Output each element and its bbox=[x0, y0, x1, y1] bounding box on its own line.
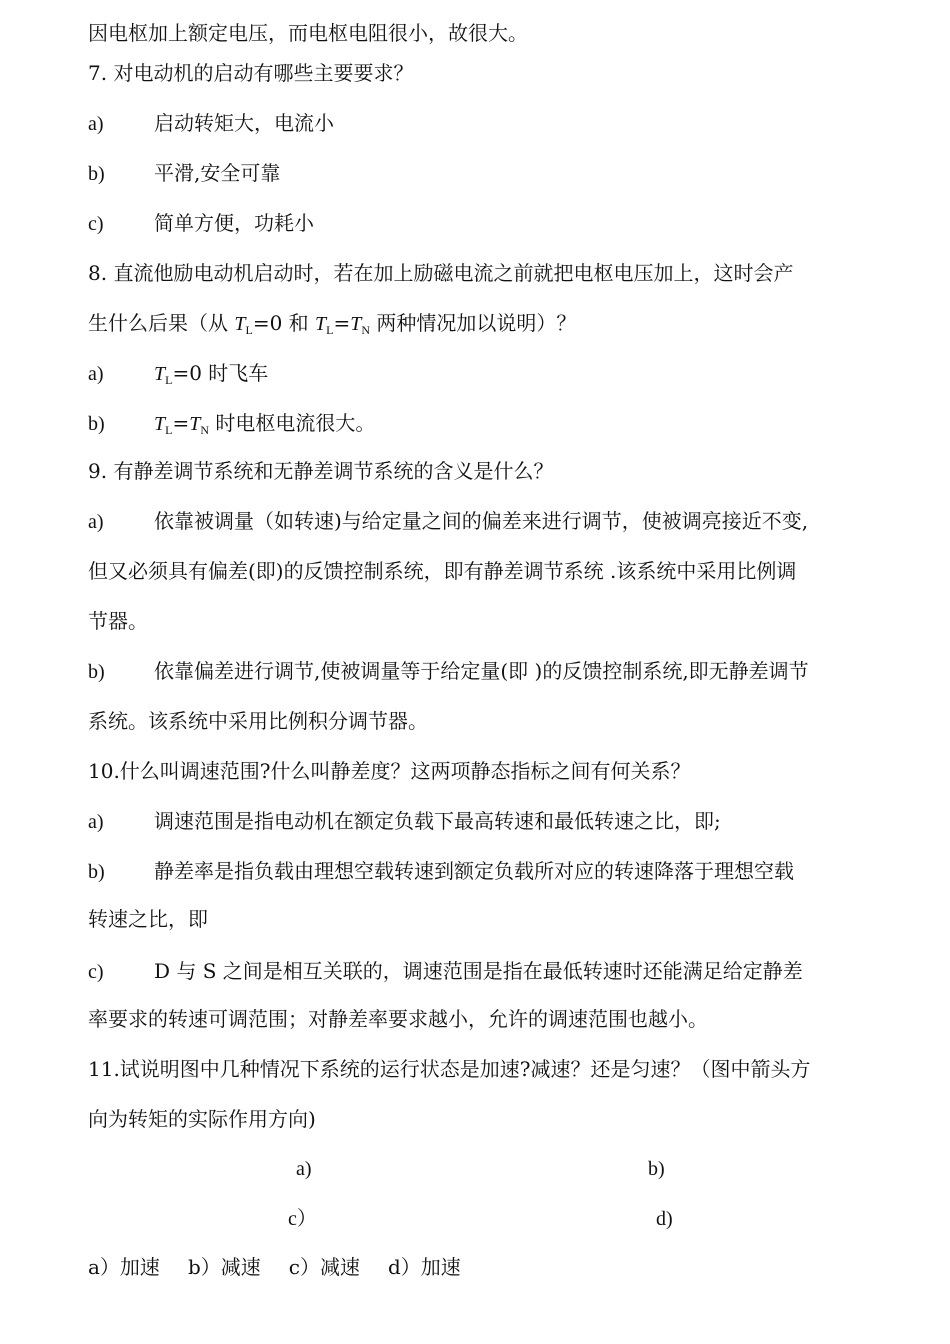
question-8-line-1 bbox=[88, 258, 880, 288]
question-11-line-2 bbox=[88, 1104, 880, 1134]
question-7 bbox=[88, 58, 880, 88]
item-text: 率要求的转速可调范围；对静差率要求越小，允许的调速范围也越小。 bbox=[88, 1007, 708, 1031]
item-text: 但又必须具有偏差(即)的反馈控制系统，即有静差调节系统 .该系统中采用比例调 bbox=[88, 559, 797, 583]
item-text: 平滑,安全可靠 bbox=[154, 161, 281, 185]
subscript: L bbox=[165, 423, 173, 437]
answer-8b bbox=[88, 408, 880, 438]
answer-10b-line-2 bbox=[88, 904, 880, 934]
subscript: L bbox=[165, 373, 173, 387]
torque-symbol: T bbox=[234, 313, 246, 335]
text: = bbox=[333, 311, 351, 335]
item-label: a) bbox=[88, 363, 104, 385]
question-text: 向为转矩的实际作用方向) bbox=[88, 1107, 316, 1131]
paragraph-line bbox=[88, 18, 880, 48]
item-text: 依靠偏差进行调节,使被调量等于给定量(即 )的反馈控制系统,即无静差调节 bbox=[154, 659, 809, 683]
answer-9b-line-1 bbox=[88, 656, 880, 686]
figure-label-d: d) bbox=[656, 1208, 673, 1230]
figure-label-c: c） bbox=[288, 1208, 317, 1230]
answer-8a bbox=[88, 358, 880, 388]
subscript: N bbox=[361, 323, 371, 337]
answer-7c bbox=[88, 208, 880, 238]
item-text: 时电枢电流很大。 bbox=[209, 411, 376, 435]
question-11-line-1 bbox=[88, 1054, 880, 1084]
answer-a: a）加速 bbox=[88, 1255, 160, 1279]
answers-row bbox=[88, 1252, 489, 1282]
question-8-line-2 bbox=[88, 308, 880, 338]
question-text: 8. 直流他励电动机启动时，若在加上励磁电流之前就把电枢电压加上，这时会产 bbox=[88, 261, 794, 285]
text: 两种情况加以说明）？ bbox=[370, 311, 577, 335]
question-9 bbox=[88, 456, 880, 486]
item-text: 调速范围是指电动机在额定负载下最高转速和最低转速之比，即; bbox=[154, 809, 721, 833]
item-text: 节器。 bbox=[88, 609, 148, 633]
answer-d: d）加速 bbox=[387, 1255, 461, 1279]
question-text: 9. 有静差调节系统和无静差调节系统的含义是什么？ bbox=[88, 459, 554, 483]
subscript: L bbox=[326, 323, 334, 337]
torque-symbol: T bbox=[189, 413, 201, 435]
item-label: b) bbox=[88, 661, 105, 683]
figure-label-a: a) bbox=[296, 1158, 312, 1180]
text: 因电枢加上额定电压，而电枢电阻很小，故很大。 bbox=[88, 21, 528, 45]
item-label: c) bbox=[88, 213, 104, 235]
answer-10a bbox=[88, 806, 880, 836]
torque-symbol: T bbox=[154, 363, 166, 385]
answer-7b bbox=[88, 158, 880, 188]
answer-7a bbox=[88, 108, 880, 138]
text: = bbox=[172, 411, 190, 435]
question-text: 7. 对电动机的启动有哪些主要要求？ bbox=[88, 61, 414, 85]
item-label: b) bbox=[88, 861, 105, 883]
item-text: 静差率是指负载由理想空载转速到额定负载所对应的转速降落于理想空载 bbox=[154, 859, 794, 883]
torque-symbol: T bbox=[350, 313, 362, 335]
subscript: N bbox=[200, 423, 210, 437]
item-text: 系统。该系统中采用比例积分调节器。 bbox=[88, 709, 428, 733]
question-10 bbox=[88, 756, 880, 786]
item-text: D 与 S 之间是相互关联的，调速范围是指在最低转速时还能满足给定静差 bbox=[154, 959, 803, 983]
answer-b: b）减速 bbox=[187, 1255, 261, 1279]
text: 生什么后果（从 bbox=[88, 311, 235, 335]
item-text: =0 时飞车 bbox=[172, 361, 269, 385]
figure-label-b: b) bbox=[648, 1158, 665, 1180]
answer-9a-line-3 bbox=[88, 606, 880, 636]
item-text: 启动转矩大，电流小 bbox=[154, 111, 334, 135]
item-label: b) bbox=[88, 413, 105, 435]
answer-9a-line-2 bbox=[88, 556, 880, 586]
question-text: 10.什么叫调速范围?什么叫静差度？这两项静态指标之间有何关系？ bbox=[88, 759, 691, 783]
answer-10c-line-2 bbox=[88, 1004, 880, 1034]
torque-symbol: T bbox=[315, 313, 327, 335]
question-text: 11.试说明图中几种情况下系统的运行状态是加速?减速？还是匀速？（图中箭头方 bbox=[88, 1057, 811, 1081]
item-label: a) bbox=[88, 113, 104, 135]
answer-c: c）减速 bbox=[288, 1255, 360, 1279]
item-label: b) bbox=[88, 163, 105, 185]
item-text: 依靠被调量（如转速)与给定量之间的偏差来进行调节，使被调亮接近不变, bbox=[154, 509, 809, 533]
item-label: a) bbox=[88, 811, 104, 833]
item-text: 转速之比，即 bbox=[88, 907, 208, 931]
item-label: c) bbox=[88, 961, 104, 983]
answer-9a-line-1 bbox=[88, 506, 880, 536]
answer-9b-line-2 bbox=[88, 706, 880, 736]
subscript: L bbox=[245, 323, 253, 337]
torque-symbol: T bbox=[154, 413, 166, 435]
text: =0 和 bbox=[252, 311, 316, 335]
answer-10c-line-1 bbox=[88, 956, 880, 986]
item-text: 简单方便，功耗小 bbox=[154, 211, 314, 235]
answer-10b-line-1 bbox=[88, 856, 880, 886]
item-label: a) bbox=[88, 511, 104, 533]
